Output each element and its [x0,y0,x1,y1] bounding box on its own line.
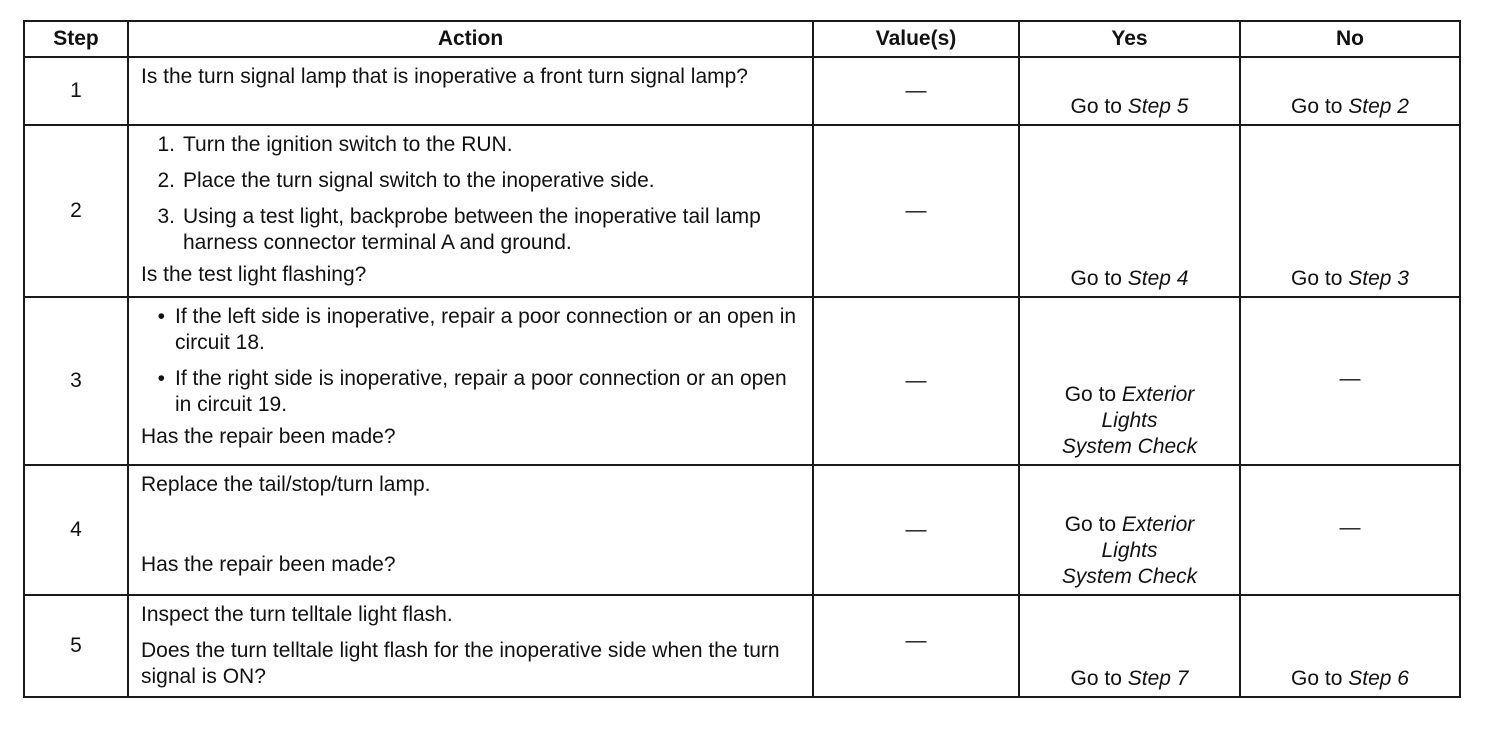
action-cell [128,297,813,465]
yes-cell [1019,57,1240,125]
table-row [24,125,1460,297]
action-cell [128,595,813,697]
yes-target-line-1: Exterior [1121,513,1195,536]
header-row [24,21,1460,57]
no-cell [1240,595,1460,697]
yes-target: Step 5 [1127,95,1189,118]
header-action: Action [128,21,813,57]
value-dash: — [905,518,927,541]
no-prefix: Go to [1291,95,1349,118]
no-prefix: Go to [1291,267,1349,290]
value-dash: — [905,79,927,102]
table-row [24,57,1460,125]
action-text: Replace the tail/stop/turn lamp. [141,473,431,496]
yes-target-line-2: Lights [1101,539,1158,562]
value-dash: — [905,199,927,222]
bullet-text: If the right side is inoperative, repair a poor connection or an open in circuit 19. [175,367,787,416]
yes-cell [1019,595,1240,697]
step-number: 4 [24,465,128,595]
no-cell [1240,57,1460,125]
value-dash: — [905,629,927,652]
no-cell [1240,465,1460,595]
action-bullet-item [141,366,800,418]
action-step-item [141,168,800,194]
yes-target-line-3: System Check [1061,435,1198,458]
yes-cell [1019,297,1240,465]
action-step-item [141,132,800,158]
bullet-glyph: • [157,367,165,390]
no-cell [1240,297,1460,465]
yes-target-line-2: Lights [1101,409,1158,432]
yes-prefix: Go to [1064,383,1122,406]
value-cell [813,297,1019,465]
value-cell [813,125,1019,297]
action-cell [128,125,813,297]
yes-prefix: Go to [1070,267,1128,290]
item-number: 3. [157,205,175,228]
table-row [24,465,1460,595]
header-no: No [1240,21,1460,57]
item-text: Place the turn signal switch to the inoperative side. [183,169,655,192]
item-text: Turn the ignition switch to the RUN. [183,133,513,156]
no-target: Step 6 [1348,667,1409,690]
no-prefix: Go to [1291,667,1349,690]
action-text: Inspect the turn telltale light flash. [141,603,453,626]
action-question: Has the repair been made? [141,425,396,448]
value-dash: — [905,369,927,392]
yes-prefix: Go to [1070,667,1128,690]
yes-cell [1019,465,1240,595]
step-number: 3 [24,297,128,465]
header-yes: Yes [1019,21,1240,57]
action-step-item [141,204,800,256]
item-number: 2. [157,169,175,192]
action-text: Is the turn signal lamp that is inoperative a front turn signal lamp? [141,65,748,88]
yes-target-line-1: Exterior [1121,383,1195,406]
yes-prefix: Go to [1064,513,1122,536]
no-target: Step 2 [1348,95,1409,118]
no-cell [1240,125,1460,297]
step-number: 1 [24,57,128,125]
yes-cell [1019,125,1240,297]
yes-target-line-3: System Check [1061,565,1198,588]
yes-target: Step 7 [1127,667,1189,690]
no-target: Step 3 [1348,267,1409,290]
value-cell [813,595,1019,697]
step-number: 5 [24,595,128,697]
action-question: Has the repair been made? [141,553,396,576]
yes-target: Step 4 [1127,267,1189,290]
yes-prefix: Go to [1070,95,1128,118]
action-cell [128,57,813,125]
bullet-text: If the left side is inoperative, repair a poor connection or an open in circuit 18. [175,305,797,354]
no-dash: — [1339,367,1361,390]
step-number: 2 [24,125,128,297]
bullet-glyph: • [157,305,165,328]
value-cell [813,57,1019,125]
action-cell [128,465,813,595]
header-step: Step [24,21,128,57]
table-row [24,297,1460,465]
action-question: Is the test light flashing? [141,263,367,286]
table-row [24,595,1460,697]
action-bullet-item [141,304,800,356]
no-dash: — [1339,516,1361,539]
action-question: Does the turn telltale light flash for the inoperative side when the turn signal is ON? [141,639,780,688]
item-number: 1. [157,133,175,156]
header-values: Value(s) [813,21,1019,57]
value-cell [813,465,1019,595]
item-text: Using a test light, backprobe between the inoperative tail lamp harness connector terminal A and ground. [183,205,761,254]
diagnostic-table [23,20,1461,698]
